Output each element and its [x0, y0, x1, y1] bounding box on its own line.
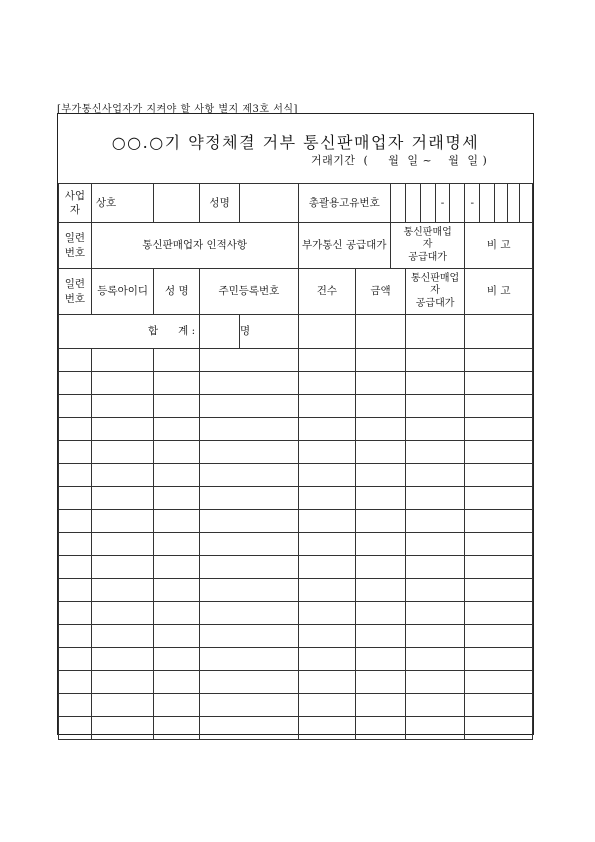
table-row: [59, 372, 533, 395]
resident-number-cell[interactable]: [200, 625, 298, 648]
name-cell[interactable]: [154, 694, 200, 717]
serial-cell[interactable]: [59, 441, 92, 464]
registration-id-cell[interactable]: [91, 464, 154, 487]
remarks-cell[interactable]: [465, 441, 533, 464]
resident-number-cell[interactable]: [200, 464, 298, 487]
seller-fee-cell[interactable]: [405, 625, 465, 648]
amount-header: 금액: [356, 269, 406, 315]
table-row: [59, 694, 533, 717]
remarks-cell[interactable]: [465, 602, 533, 625]
amount-cell[interactable]: [356, 648, 406, 671]
total-count-field[interactable]: [298, 315, 356, 349]
count-cell[interactable]: [298, 625, 356, 648]
seller-fee-cell[interactable]: [405, 487, 465, 510]
company-name-label: 상호: [91, 184, 154, 223]
seller-fee-header: 통신판매업 자 공급대가: [405, 269, 465, 315]
form-frame: [57, 113, 534, 735]
name-cell[interactable]: [154, 510, 200, 533]
count-cell[interactable]: [298, 510, 356, 533]
statement-table: [58, 183, 533, 740]
amount-cell[interactable]: [356, 717, 406, 740]
business-id-dash: -: [465, 184, 480, 223]
count-header: 건수: [298, 269, 356, 315]
count-cell[interactable]: [298, 602, 356, 625]
table-row: [59, 579, 533, 602]
serial-cell[interactable]: [59, 694, 92, 717]
name-cell[interactable]: [154, 556, 200, 579]
resident-number-header: 주민등록번호: [200, 269, 298, 315]
business-id-digit-1[interactable]: [390, 184, 405, 223]
period-label: 거래기간: [311, 154, 356, 167]
table-row: [59, 487, 533, 510]
remarks-cell[interactable]: [465, 533, 533, 556]
table-row: [59, 395, 533, 418]
serial-cell[interactable]: [59, 579, 92, 602]
seller-fee-cell[interactable]: [405, 418, 465, 441]
amount-cell[interactable]: [356, 464, 406, 487]
count-cell[interactable]: [298, 648, 356, 671]
seller-fee-cell[interactable]: [405, 372, 465, 395]
table-row: [59, 418, 533, 441]
count-cell[interactable]: [298, 556, 356, 579]
operator-section-label: 사업 자: [59, 184, 92, 223]
resident-number-cell[interactable]: [200, 671, 298, 694]
registration-id-cell[interactable]: [91, 441, 154, 464]
total-unit-label: 명: [239, 325, 251, 338]
company-name-field[interactable]: [154, 184, 200, 223]
registration-id-cell[interactable]: [91, 418, 154, 441]
serial-cell[interactable]: [59, 418, 92, 441]
header-row-2: [59, 269, 533, 315]
registration-id-cell[interactable]: [91, 510, 154, 533]
remarks-cell[interactable]: [465, 556, 533, 579]
registration-id-cell[interactable]: [91, 625, 154, 648]
amount-cell[interactable]: [356, 349, 406, 372]
remarks-cell[interactable]: [465, 671, 533, 694]
operator-row: [59, 184, 533, 223]
amount-cell[interactable]: [356, 372, 406, 395]
count-cell[interactable]: [298, 579, 356, 602]
header-row-1: [59, 223, 533, 269]
table-row: [59, 717, 533, 740]
resident-number-cell[interactable]: [200, 556, 298, 579]
name-cell[interactable]: [154, 533, 200, 556]
seller-fee-header: 통신판매업 자 공급대가: [390, 223, 464, 269]
amount-cell[interactable]: [356, 579, 406, 602]
remarks-cell[interactable]: [465, 510, 533, 533]
resident-number-cell[interactable]: [200, 372, 298, 395]
seller-fee-cell[interactable]: [405, 556, 465, 579]
resident-number-cell[interactable]: [200, 602, 298, 625]
name-cell[interactable]: [154, 395, 200, 418]
name-cell[interactable]: [154, 648, 200, 671]
business-id-digit-2[interactable]: [405, 184, 420, 223]
total-label: 합 계 :: [59, 315, 200, 349]
remarks-header: 비 고: [465, 269, 533, 315]
resident-number-cell[interactable]: [200, 648, 298, 671]
count-cell[interactable]: [298, 487, 356, 510]
remarks-cell[interactable]: [465, 464, 533, 487]
remarks-cell[interactable]: [465, 487, 533, 510]
seller-fee-cell[interactable]: [405, 717, 465, 740]
count-cell[interactable]: [298, 717, 356, 740]
name-cell[interactable]: [154, 671, 200, 694]
resident-number-cell[interactable]: [200, 533, 298, 556]
registration-id-cell[interactable]: [91, 602, 154, 625]
serial-cell[interactable]: [59, 510, 92, 533]
registration-id-cell[interactable]: [91, 533, 154, 556]
serial-cell[interactable]: [59, 602, 92, 625]
serial-cell[interactable]: [59, 395, 92, 418]
serial-cell[interactable]: [59, 372, 92, 395]
amount-cell[interactable]: [356, 694, 406, 717]
business-id-digit-4[interactable]: [450, 184, 465, 223]
registration-id-cell[interactable]: [91, 671, 154, 694]
registration-id-cell[interactable]: [91, 372, 154, 395]
name-cell[interactable]: [154, 464, 200, 487]
amount-cell[interactable]: [356, 441, 406, 464]
registration-id-cell[interactable]: [91, 648, 154, 671]
count-cell[interactable]: [298, 418, 356, 441]
registration-id-cell[interactable]: [91, 395, 154, 418]
name-cell[interactable]: [154, 625, 200, 648]
registration-id-cell[interactable]: [91, 579, 154, 602]
seller-info-header: 통신판매업자 인적사항: [91, 223, 298, 269]
count-cell[interactable]: [298, 372, 356, 395]
count-cell[interactable]: [298, 694, 356, 717]
vas-fee-header: 부가통신 공급대가: [298, 223, 390, 269]
transaction-period: [311, 152, 533, 168]
business-id-digit-3[interactable]: [420, 184, 435, 223]
table-row: [59, 441, 533, 464]
remarks-cell[interactable]: [465, 395, 533, 418]
count-cell[interactable]: [298, 533, 356, 556]
amount-cell[interactable]: [356, 487, 406, 510]
seller-fee-cell[interactable]: [405, 694, 465, 717]
form-note: [부가통신사업자가 지켜야 할 사항 별지 제3호 서식]: [57, 104, 298, 115]
resident-number-cell[interactable]: [200, 418, 298, 441]
amount-cell[interactable]: [356, 671, 406, 694]
registration-id-cell[interactable]: [91, 717, 154, 740]
table-row: [59, 464, 533, 487]
remarks-cell[interactable]: [465, 349, 533, 372]
serial-cell[interactable]: [59, 349, 92, 372]
amount-cell[interactable]: [356, 625, 406, 648]
name-cell[interactable]: [154, 418, 200, 441]
serial-cell[interactable]: [59, 487, 92, 510]
amount-cell[interactable]: [356, 556, 406, 579]
table-row: [59, 556, 533, 579]
resident-number-cell[interactable]: [200, 349, 298, 372]
remarks-cell[interactable]: [465, 579, 533, 602]
seller-fee-cell[interactable]: [405, 464, 465, 487]
resident-number-cell[interactable]: [200, 694, 298, 717]
total-unit-left: [200, 315, 240, 349]
table-row: [59, 625, 533, 648]
count-cell[interactable]: [298, 395, 356, 418]
seller-fee-cell[interactable]: [405, 533, 465, 556]
business-id-digit-8[interactable]: [519, 184, 532, 223]
name-header: 성 명: [154, 269, 200, 315]
business-id-label: 총괄용고유번호: [298, 184, 390, 223]
resident-number-cell[interactable]: [200, 579, 298, 602]
count-cell[interactable]: [298, 349, 356, 372]
registration-id-cell[interactable]: [91, 694, 154, 717]
amount-cell[interactable]: [356, 510, 406, 533]
business-id-dash: -: [435, 184, 450, 223]
name-cell[interactable]: [154, 441, 200, 464]
serial-number-header: 일련 번호: [59, 269, 92, 315]
resident-number-cell[interactable]: [200, 487, 298, 510]
remarks-cell[interactable]: [465, 625, 533, 648]
seller-fee-cell[interactable]: [405, 602, 465, 625]
remarks-cell[interactable]: [465, 648, 533, 671]
serial-cell[interactable]: [59, 625, 92, 648]
remarks-cell[interactable]: [465, 694, 533, 717]
blank-rows: [59, 349, 533, 740]
serial-cell[interactable]: [59, 648, 92, 671]
period-range: ( 월 일 ~ 월 일 ): [363, 154, 488, 167]
resident-number-cell[interactable]: [200, 510, 298, 533]
amount-cell[interactable]: [356, 602, 406, 625]
table-row: [59, 349, 533, 372]
table-row: [59, 671, 533, 694]
total-row: [59, 315, 533, 349]
amount-cell[interactable]: [356, 395, 406, 418]
name-cell[interactable]: [154, 579, 200, 602]
seller-fee-cell[interactable]: [405, 671, 465, 694]
table-row: [59, 510, 533, 533]
seller-fee-cell[interactable]: [405, 349, 465, 372]
seller-fee-cell[interactable]: [405, 510, 465, 533]
amount-cell[interactable]: [356, 418, 406, 441]
seller-fee-cell[interactable]: [405, 579, 465, 602]
business-id-digit-6[interactable]: [495, 184, 508, 223]
seller-fee-cell[interactable]: [405, 648, 465, 671]
total-remarks-field[interactable]: [465, 315, 533, 349]
resident-number-cell[interactable]: [200, 441, 298, 464]
count-cell[interactable]: [298, 671, 356, 694]
resident-number-cell[interactable]: [200, 395, 298, 418]
form-title: ○○.○기 약정체결 거부 통신판매업자 거래명세: [111, 133, 480, 152]
registration-id-cell[interactable]: [91, 349, 154, 372]
name-cell[interactable]: [154, 602, 200, 625]
name-cell[interactable]: [154, 717, 200, 740]
count-cell[interactable]: [298, 464, 356, 487]
remarks-cell[interactable]: [465, 418, 533, 441]
serial-cell[interactable]: [59, 556, 92, 579]
seller-fee-cell[interactable]: [405, 441, 465, 464]
registration-id-cell[interactable]: [91, 556, 154, 579]
remarks-header: 비 고: [465, 223, 533, 269]
business-id-digit-7[interactable]: [508, 184, 520, 223]
representative-label: 성명: [200, 184, 240, 223]
seller-fee-cell[interactable]: [405, 395, 465, 418]
serial-cell[interactable]: [59, 533, 92, 556]
serial-cell[interactable]: [59, 464, 92, 487]
table-row: [59, 533, 533, 556]
business-id-digit-5[interactable]: [480, 184, 495, 223]
total-unit: [239, 315, 298, 349]
registration-id-cell[interactable]: [91, 487, 154, 510]
serial-cell[interactable]: [59, 717, 92, 740]
name-cell[interactable]: [154, 487, 200, 510]
table-row: [59, 602, 533, 625]
name-cell[interactable]: [154, 372, 200, 395]
amount-cell[interactable]: [356, 533, 406, 556]
serial-cell[interactable]: [59, 671, 92, 694]
total-seller-fee-field[interactable]: [405, 315, 465, 349]
total-amount-field[interactable]: [356, 315, 406, 349]
registration-id-header: 등록아이디: [91, 269, 154, 315]
resident-number-cell[interactable]: [200, 717, 298, 740]
remarks-cell[interactable]: [465, 717, 533, 740]
representative-field[interactable]: [239, 184, 298, 223]
name-cell[interactable]: [154, 349, 200, 372]
remarks-cell[interactable]: [465, 372, 533, 395]
table-row: [59, 648, 533, 671]
serial-number-header: 일련 번호: [59, 223, 92, 269]
count-cell[interactable]: [298, 441, 356, 464]
